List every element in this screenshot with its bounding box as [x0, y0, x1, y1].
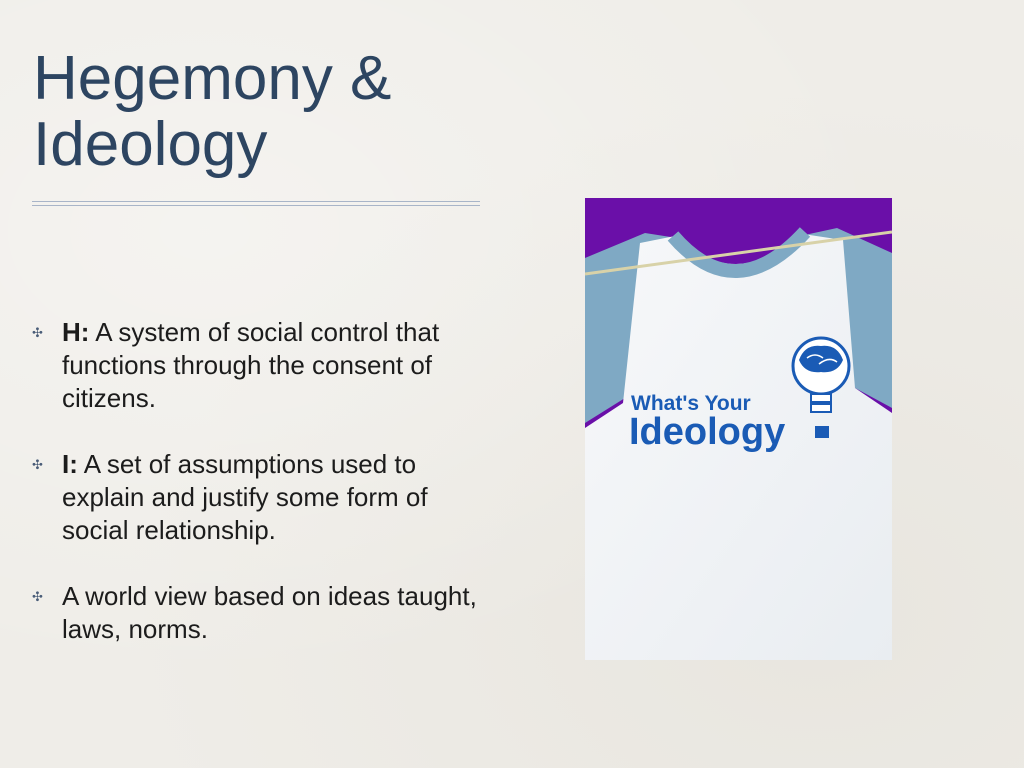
bullet-body: A world view based on ideas taught, laws, norms.	[62, 581, 477, 644]
bullet-item-world-view	[30, 580, 480, 646]
bullet-label: I:	[62, 449, 78, 479]
bullet-label: H:	[62, 317, 90, 347]
shirt-print-line-2: Ideology	[629, 411, 786, 453]
tshirt-illustration	[585, 198, 892, 660]
bullet-text	[62, 448, 480, 547]
bullet-body: A set of assumptions used to explain and justify some form of social relationship.	[62, 449, 428, 545]
title-line-1: Hegemony &	[33, 44, 392, 113]
bullet-body: A system of social control that functions through the consent of citizens.	[62, 317, 440, 413]
shirt-print-line-1: What's Your	[631, 392, 751, 415]
bullet-list	[30, 316, 480, 679]
bullet-glyph-icon: ✣	[32, 589, 43, 604]
title-divider	[32, 201, 480, 206]
bullet-text	[62, 316, 480, 415]
bullet-text	[62, 580, 480, 646]
bullet-glyph-icon: ✣	[32, 325, 43, 340]
bullet-item-hegemony	[30, 316, 480, 415]
title-line-2: Ideology	[33, 110, 268, 179]
bullet-glyph-icon: ✣	[32, 457, 43, 472]
slide-title	[33, 46, 493, 178]
tshirt-photo	[585, 198, 892, 660]
bullet-item-ideology	[30, 448, 480, 547]
